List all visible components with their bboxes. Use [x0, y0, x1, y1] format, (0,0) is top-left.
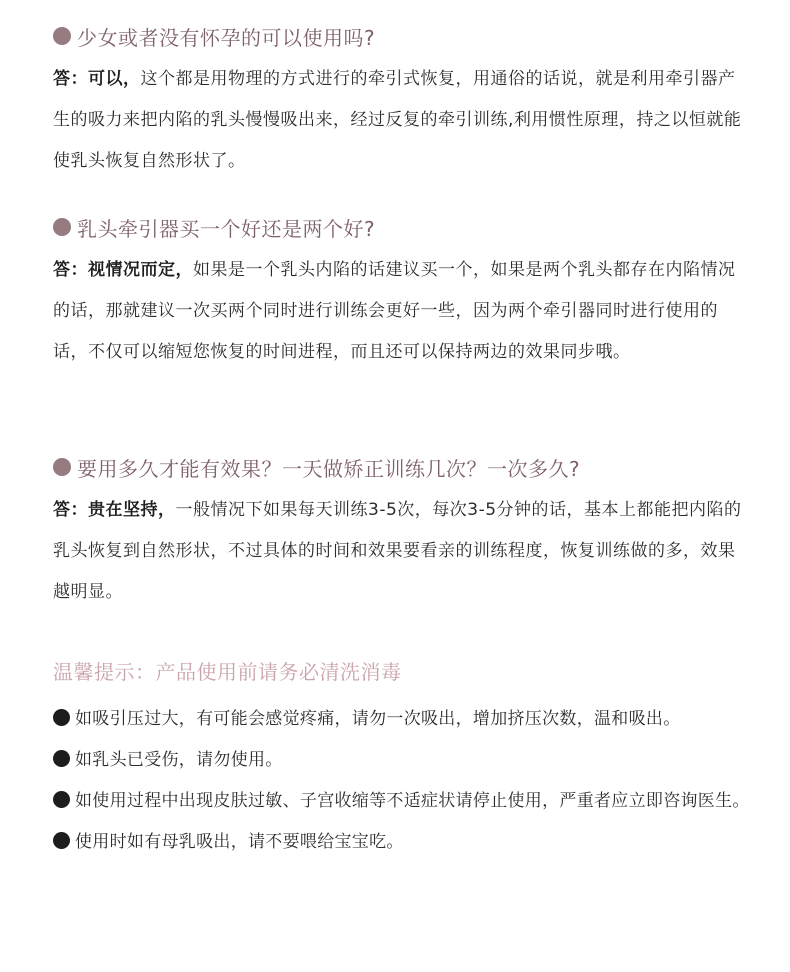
answer-text: 一般情况下如果每天训练3-5次，每次3-5分钟的话，基本上都能把内陷的乳头恢复到自然形状，不过具体的时间和效果要看亲的训练程度，恢复训练做的多，效果越明显。	[53, 500, 742, 602]
tip-text: 如乳头已受伤，请勿使用。	[75, 750, 283, 770]
bullet-dot-icon	[53, 458, 71, 476]
answer-label: 答：贵在坚持，	[53, 500, 176, 520]
faq-answer-3	[53, 490, 743, 613]
tip-item	[53, 699, 753, 740]
answer-text: 如果是一个乳头内陷的话建议买一个，如果是两个乳头都存在内陷情况的话，那就建议一次买两个同时进行训练会更好一些，因为两个牵引器同时进行使用的话，不仅可以缩短您恢复的时间进程，而且还可以保持两边的效果同步哦。	[53, 260, 736, 362]
tip-item	[53, 822, 753, 863]
faq-item-3	[53, 450, 743, 613]
bullet-dot-icon	[53, 832, 70, 849]
tip-text: 如使用过程中出现皮肤过敏、子宫收缩等不适症状请停止使用，严重者应立即咨询医生。	[75, 791, 750, 811]
bullet-dot-icon	[53, 791, 70, 808]
answer-text: 这个都是用物理的方式进行的牵引式恢复，用通俗的话说，就是利用牵引器产生的吸力来把内陷的乳头慢慢吸出来，经过反复的牵引训练,利用惯性原理，持之以恒就能使乳头恢复自然形状了。	[53, 69, 742, 171]
tip-item	[53, 781, 753, 822]
faq-answer-1	[53, 59, 743, 182]
bullet-dot-icon	[53, 27, 71, 45]
answer-label: 答：视情况而定，	[53, 260, 193, 280]
tip-text: 如吸引压过大，有可能会感觉疼痛，请勿一次吸出，增加挤压次数，温和吸出。	[75, 709, 681, 729]
faq-answer-2	[53, 250, 743, 373]
question-text: 要用多久才能有效果？一天做矫正训练几次？一次多久?	[77, 456, 581, 481]
question-text: 少女或者没有怀孕的可以使用吗?	[77, 25, 376, 50]
tips-list	[53, 699, 753, 863]
tips-section	[53, 655, 753, 863]
tips-title: 温馨提示：产品使用前请务必清洗消毒	[53, 660, 402, 684]
tip-text: 使用时如有母乳吸出，请不要喂给宝宝吃。	[75, 832, 404, 852]
faq-question-1	[53, 19, 743, 53]
faq-item-1	[53, 19, 743, 182]
bullet-dot-icon	[53, 709, 70, 726]
bullet-dot-icon	[53, 218, 71, 236]
faq-question-2	[53, 210, 743, 244]
tip-item	[53, 740, 753, 781]
faq-question-3	[53, 450, 743, 484]
faq-item-2	[53, 210, 743, 373]
bullet-dot-icon	[53, 750, 70, 767]
question-text: 乳头牵引器买一个好还是两个好?	[77, 216, 376, 241]
answer-label: 答：可以，	[53, 69, 141, 89]
